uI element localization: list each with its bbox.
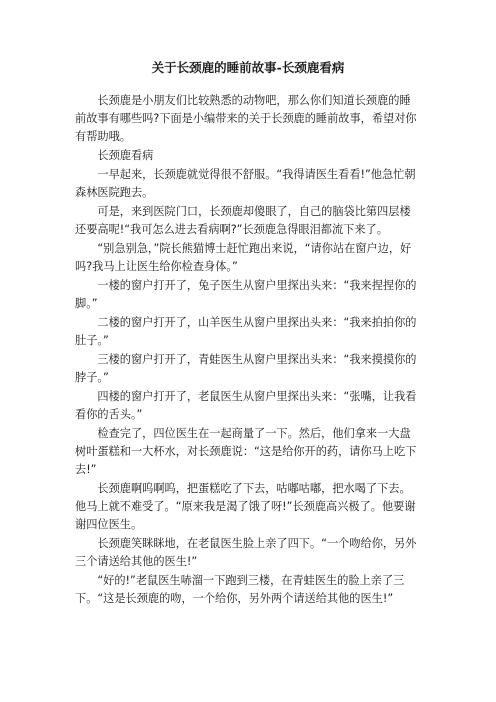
paragraph: 长颈鹿笑眯眯地，在老鼠医生脸上亲了四下。“一个吻给你，另外三个请送给其他的医生!” <box>75 537 417 568</box>
paragraph: 一楼的窗户打开了，兔子医生从窗户里探出头来：“我来捏捏你的脚。” <box>75 279 417 310</box>
paragraph: 一早起来，长颈鹿就觉得很不舒服。“我得请医生看看!”他急忙朝森林医院跑去。 <box>75 168 416 199</box>
paragraph: 可是，来到医院门口，长颈鹿却傻眼了，自己的脑袋比第四层楼还要高呢!“我可怎么进去看病啊?”长颈鹿急得眼泪都流下来了。 <box>75 205 411 236</box>
paragraph: 检查完了，四位医生在一起商量了一下。然后，他们拿来一大盘树叶蛋糕和一大杯水，对长颈鹿说：“这是给你开的药，请你马上吃下去!” <box>75 427 417 476</box>
paragraph: “别急别急，”院长熊猫博士赶忙跑出来说，“请你站在窗户边，好吗?我马上让医生给你检查身体。” <box>75 242 412 273</box>
paragraph: 三楼的窗户打开了，青蛙医生从窗户里探出头来：“我来摸摸你的脖子。” <box>75 353 417 384</box>
story-subtitle: 长颈鹿看病 <box>97 149 154 162</box>
paragraph: 长颈鹿啊呜啊呜，把蛋糕吃了下去，咕嘟咕嘟，把水喝了下去。他马上就不难受了。“原来我是渴了饿了呀!”长颈鹿高兴极了。他要谢谢四位医生。 <box>75 482 416 531</box>
paragraph: “好的!”老鼠医生哧溜一下跑到三楼，在青蛙医生的脸上亲了三下。“这是长颈鹿的吻，一个给你，另外两个请送给其他的医生!” <box>75 574 405 605</box>
document-body <box>75 92 421 609</box>
paragraph: 二楼的窗户打开了，山羊医生从窗户里探出头来：“我来拍拍你的肚子。” <box>75 316 417 347</box>
document-title: 关于长颈鹿的睡前故事-长颈鹿看病 <box>151 60 345 75</box>
paragraph: 四楼的窗户打开了，老鼠医生从窗户里探出头来：“张嘴，让我看看你的舌头。” <box>75 390 417 421</box>
paragraph-intro: 长颈鹿是小朋友们比较熟悉的动物吧，那么你们知道长颈鹿的睡前故事有哪些吗?下面是小编带来的关于长颈鹿的睡前故事，希望对你有帮助哦。 <box>75 94 417 143</box>
